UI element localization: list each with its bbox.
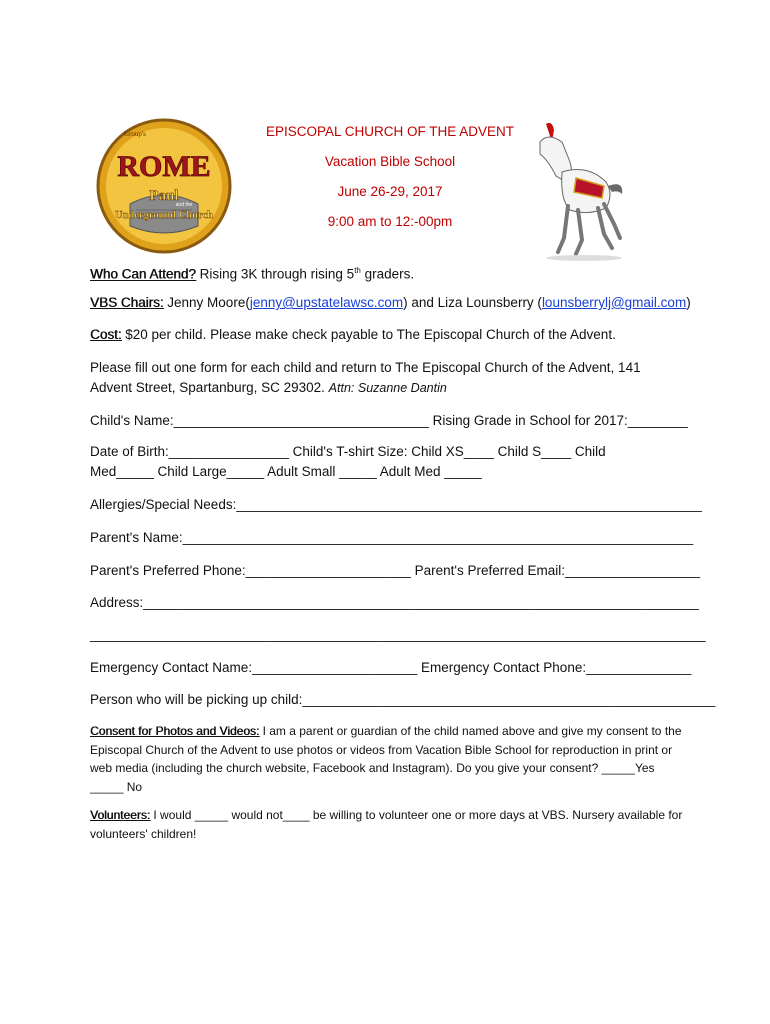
consent-label: Consent for Photos and Videos: xyxy=(90,724,260,738)
pickup-person-field[interactable]: Person who will be picking up child:_______________________________________________________ xyxy=(90,692,716,707)
chair2-email-link[interactable]: lounsberrylj@gmail.com xyxy=(541,295,687,310)
address-line2-field[interactable]: __________________________________________________________________________________ xyxy=(90,627,706,642)
photo-consent-paragraph xyxy=(90,722,690,796)
consent-text: I am a parent or guardian of the child named above and give my consent to the Episcopal Church of the Advent to use photos or videos from Vacation Bible School for reproduction in print or web media (including the church website, Facebook and Instagram). Do you give your consent? _____Yes _____ No xyxy=(90,724,682,794)
cost-line xyxy=(90,325,616,345)
chair1-name: Jenny Moore( xyxy=(163,295,250,310)
superscript-th: th xyxy=(354,266,361,275)
logo-sub3: Underground Church xyxy=(115,210,213,221)
volunteers-text: I would _____ would not____ be willing to volunteer one or more days at VBS. Nursery available for volunteers' children! xyxy=(90,808,683,841)
chair1-email-link[interactable]: jenny@upstatelawsc.com xyxy=(249,295,404,310)
instructions-line2 xyxy=(90,378,447,398)
tshirt-size-field[interactable]: Med_____ Child Large_____ Adult Small _____ Adult Med _____ xyxy=(90,464,482,479)
volunteers-label: Volunteers: xyxy=(90,808,151,822)
who-can-attend-post: graders. xyxy=(360,266,415,282)
parent-contact-field[interactable]: Parent's Preferred Phone:______________________ Parent's Preferred Email:__________________ xyxy=(90,563,701,578)
cost-label: Cost: xyxy=(90,327,122,342)
emergency-contact-field[interactable]: Emergency Contact Name:______________________ Emergency Contact Phone:______________ xyxy=(90,660,692,675)
event-dates: June 26-29, 2017 xyxy=(337,184,443,199)
who-can-attend xyxy=(90,261,414,285)
logo-sub2: and the xyxy=(175,202,193,208)
allergies-field[interactable]: Allergies/Special Needs:______________________________________________________________ xyxy=(90,497,702,512)
volunteers-paragraph xyxy=(90,806,690,843)
event-time: 9:00 am to 12:-00pm xyxy=(327,214,453,229)
event-name: Vacation Bible School xyxy=(324,154,456,169)
logo-sub1: Paul xyxy=(149,188,179,204)
vbs-chairs xyxy=(90,293,691,313)
who-can-attend-label: Who Can Attend? xyxy=(90,266,196,282)
chairs-end-text: ) xyxy=(686,295,691,310)
chairs-mid-text: ) and Liza Lounsberry ( xyxy=(403,295,542,310)
vbs-chairs-label: VBS Chairs: xyxy=(90,295,164,310)
parent-name-field[interactable]: Parent's Name:____________________________________________________________________ xyxy=(90,530,694,545)
logo-brand-text: Group's xyxy=(124,130,146,138)
attn-text: Attn: Suzanne Dantin xyxy=(328,381,447,395)
logo-title: ROME xyxy=(117,150,211,183)
address-field[interactable]: Address:__________________________________________________________________________ xyxy=(90,595,699,610)
church-name: EPISCOPAL CHURCH OF THE ADVENT xyxy=(265,124,515,139)
instructions-line1: Please fill out one form for each child and return to The Episcopal Church of the Advent, 141 xyxy=(90,360,641,375)
who-can-attend-text: Rising 3K through rising 5 xyxy=(199,266,355,282)
mailing-address: Advent Street, Spartanburg, SC 29302. xyxy=(90,380,325,395)
cost-text: $20 per child. Please make check payable to The Episcopal Church of the Advent. xyxy=(121,327,616,342)
child-name-field[interactable]: Child's Name:__________________________________ Rising Grade in School for 2017:________ xyxy=(90,413,688,428)
dob-tshirt-field[interactable]: Date of Birth:________________ Child's T-shirt Size: Child XS____ Child S____ Child xyxy=(90,444,606,459)
